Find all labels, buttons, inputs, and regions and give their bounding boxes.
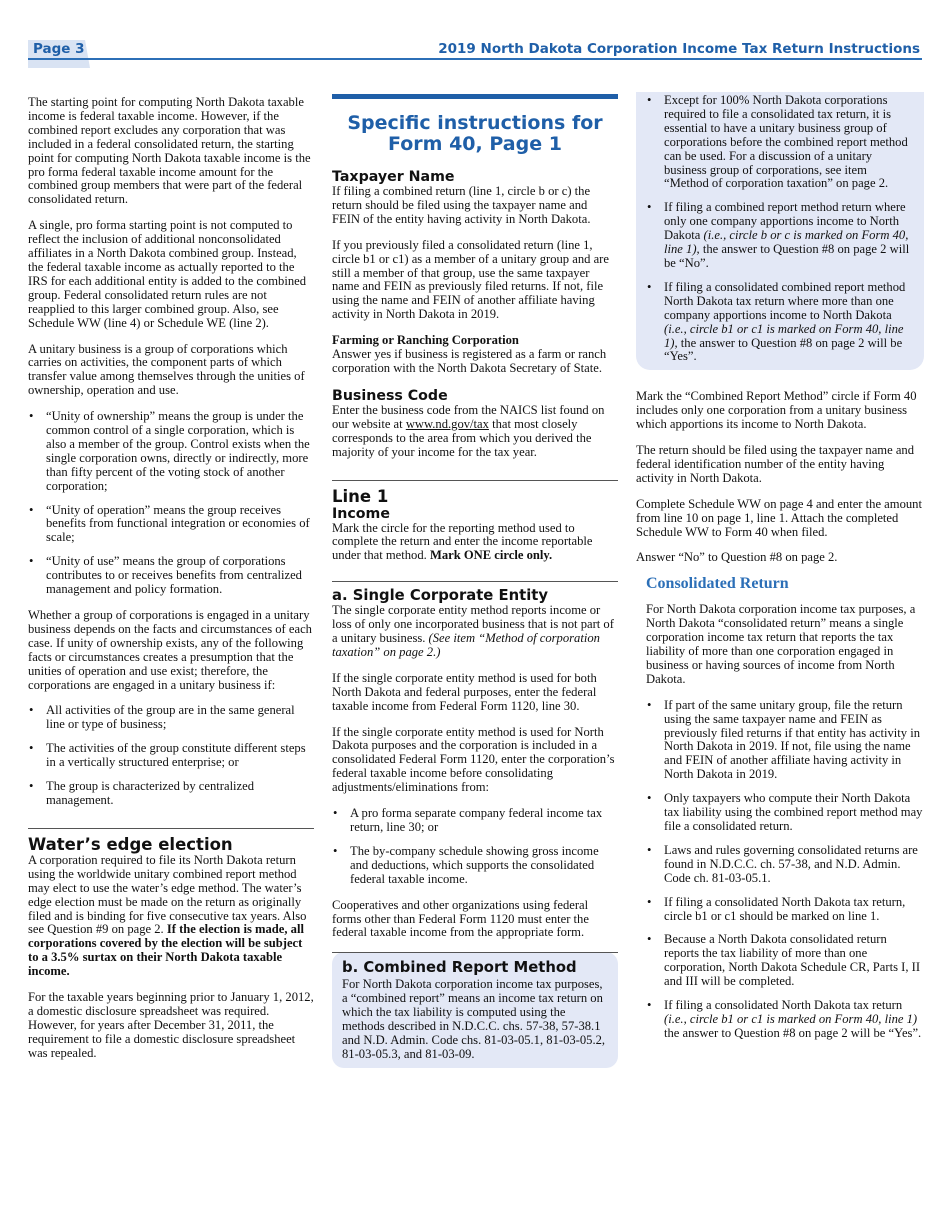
list-item: • A pro forma separate company federal income tax return, line 30; or xyxy=(332,807,618,835)
column-middle xyxy=(332,94,618,1068)
paragraph: Whether a group of corporations is engaged in a unitary business depends on the facts and circumstances of each case. If unity of ownership exists, any of the following facts or circumstances creates a presumption that the unities of operation and use exist; therefore, the corporations are engaged in a unitary business if: xyxy=(28,608,312,692)
section-rule xyxy=(332,480,618,481)
paragraph: For the taxable years beginning prior to January 1, 2012, a domestic disclosure spreadsheet was required. However, for years after December 31, 2011, the requirement to file a domestic disclosure spreadsheet was repealed. xyxy=(28,990,314,1060)
list-item-text: the answer to Question #8 on page 2 will be “No”. xyxy=(664,242,910,270)
line1-bold-note: Mark ONE circle only. xyxy=(429,548,553,563)
list-item-text: If filing a consolidated combined report method North Dakota tax return where more than one company apportions income to North Dakota xyxy=(664,279,906,322)
list-item xyxy=(646,999,924,1041)
combined-report-box xyxy=(332,952,618,1067)
paragraph: For North Dakota corporation income tax purposes, a “combined report” means an income tax return on which the tax liability is computed using the methods described in N.D.C.C. chs. 57-38, 57-38.1 and N.D. Admin. Code chs. 81-03-05.1, 81-03-05.2, 81-03-05.3, and 81-03-09. xyxy=(342,977,606,1061)
list-item: • The activities of the group constitute different steps in a vertically structured enterprise; or xyxy=(28,742,314,770)
list-item: • “Unity of ownership” means the group is under the common control of a single corporation, which is also a member of the group. Control exists when the single corporation owns, directly or indirectly, more than fifty percent of the voting stock of another corporation; xyxy=(28,410,314,493)
paragraph: For North Dakota corporation income tax purposes, a North Dakota “consolidated return” means a single corporation income tax return that reports the tax liability of more than one corporation engaged in business or having sources of income from North Dakota. xyxy=(646,602,916,686)
combined-report-list xyxy=(646,94,914,364)
paragraph: Complete Schedule WW on page 4 and enter the amount from line 10 on page 1, line 1. Attach the completed Schedule WW to Form 40 when filed. xyxy=(636,496,922,539)
taxpayer-name-heading: Taxpayer Name xyxy=(332,169,455,185)
consolidated-return-list xyxy=(646,699,924,1041)
paragraph: Mark the “Combined Report Method” circle if Form 40 includes only one corporation from a unitary business which apportions its income to North Dakota. xyxy=(636,389,917,432)
combined-report-continued-box xyxy=(636,92,924,370)
single-entity-note: (See item “Method of corporation taxation” on page 2.) xyxy=(332,631,600,659)
business-code-heading: Business Code xyxy=(332,387,448,404)
paragraph: The return should be filed using the taxpayer name and federal identification number of the entity having activity in North Dakota. xyxy=(636,443,915,485)
nd-tax-website-link[interactable]: www.nd.gov/tax xyxy=(405,416,489,431)
list-item-text: the answer to Question #8 on page 2 will be “Yes”. xyxy=(664,335,903,364)
paragraph xyxy=(332,522,618,564)
column-left xyxy=(28,96,314,1073)
page-number: Page 3 xyxy=(33,41,85,57)
list-item-text: If filing a consolidated North Dakota tax return xyxy=(664,998,903,1013)
paragraph: Cooperatives and other organizations using federal forms other than Federal Form 1120 must enter the federal taxable income from the appropriate form. xyxy=(332,897,589,940)
list-item-note: (i.e., circle b1 or c1 is marked on Form 40, line 1), xyxy=(664,321,904,350)
business-code-text: Enter the business code from the NAICS list found on our website at xyxy=(332,402,605,431)
paragraph: If the single corporate entity method is used for North Dakota purposes and the corporation is included in a consolidated Federal Form 1120, enter the corporation’s federal taxable income before consolidating adjustments/eliminations from: xyxy=(332,724,615,795)
header-rule xyxy=(28,58,922,60)
paragraph xyxy=(332,404,618,460)
list-item: • If filing a consolidated North Dakota tax return, circle b1 or c1 should be marked on line 1. xyxy=(646,896,924,924)
business-code-text: that most closely corresponds to the area from which you derived the majority of your income for the tax year. xyxy=(332,416,592,459)
list-item: • If part of the same unitary group, file the return using the same taxpayer name and FEIN as previously filed returns if that entity has activity in North Dakota in 2019. If not, file using the name and FEIN of another affiliate having activity in North Dakota in 2019. xyxy=(646,699,924,782)
list-item-text: Except for 100% North Dakota corporations required to file a consolidated tax return, it is essential to have a unitary business group of corporations before the combined report method can be used. For a discussion of a unitary business group of corporations, see item “Method of corporation taxation” on page 2. xyxy=(664,93,908,191)
list-item: • “Unity of use” means the group of corporations contributes to or receives benefits from centralized management and policy formation. xyxy=(28,555,314,597)
water-edge-text: A corporation required to file its North Dakota return using the worldwide unitary combined report method may elect to use the water’s edge method. The water’s edge election must be made on the return as originally filed and is binding for five consecutive tax years. Also see Question #9 on page 2. xyxy=(28,852,307,937)
list-item: • All activities of the group are in the same general line or type of business; xyxy=(28,704,314,732)
unities-list xyxy=(28,410,314,597)
single-entity-list xyxy=(332,807,618,887)
paragraph xyxy=(28,854,314,979)
section-rule xyxy=(28,828,314,829)
list-item: • The by-company schedule showing gross income and deductions, which supports the consolidated federal taxable income. xyxy=(332,845,618,887)
specific-instructions-title: Specific instructions for Form 40, Page 1 xyxy=(347,112,603,155)
income-heading: Income xyxy=(332,505,390,522)
single-entity-heading: a. Single Corporate Entity xyxy=(332,587,548,605)
paragraph: If filing a combined return (line 1, circle b or c) the return should be filed using the taxpayer name and FEIN of the entity having activity in North Dakota. xyxy=(332,184,591,226)
line1-text: Mark the circle for the reporting method used to complete the return and enter the income reportable under that method. xyxy=(332,520,593,563)
paragraph xyxy=(332,604,618,660)
paragraph: The starting point for computing North Dakota taxable income is federal taxable income. However, if the combined report excludes any corporation that was included in a federal consolidated return, the starting point for computing North Dakota taxable income is the pro forma federal taxable income amount for the combined group members that were part of the federal consolidated return. xyxy=(28,95,311,207)
list-item: • Laws and rules governing consolidated returns are found in N.D.C.C. ch. 57-38, and N.D. Admin. Code ch. 81-03-05.1. xyxy=(646,844,924,886)
paragraph: If the single corporate entity method is used for both North Dakota and federal purposes, enter the federal taxable income from Federal Form 1120, line 30. xyxy=(332,670,597,713)
consolidated-return-heading: Consolidated Return xyxy=(646,575,789,593)
list-item xyxy=(646,201,914,271)
list-item: • “Unity of operation” means the group receives benefits from functional integration or economies of scale; xyxy=(28,504,314,546)
paragraph: Answer “No” to Question #8 on page 2. xyxy=(636,550,838,565)
list-item xyxy=(646,94,914,191)
title-rule xyxy=(332,94,618,99)
water-edge-surtax-note: If the election is made, all corporations covered by the election will be subject to a 3.5% surtax on their North Dakota taxable income. xyxy=(28,922,304,979)
document-title: 2019 North Dakota Corporation Income Tax Return Instructions xyxy=(438,41,920,57)
water-edge-heading: Water’s edge election xyxy=(28,834,233,854)
facts-list xyxy=(28,704,314,807)
paragraph: A unitary business is a group of corporations which carries on activities, the component parts of which transfer value among themselves through the unities of ownership, operation and use. xyxy=(28,341,305,398)
list-item xyxy=(646,281,914,364)
list-item: • Because a North Dakota consolidated return reports the tax liability of more than one corporation, North Dakota Schedule CR, Parts I, II and III will be completed. xyxy=(646,933,924,989)
column-right xyxy=(636,93,924,1053)
line1-heading: Line 1 xyxy=(332,486,389,506)
section-rule xyxy=(332,581,618,582)
list-item-text: the answer to Question #8 on page 2 will be “Yes”. xyxy=(664,1025,922,1040)
list-item: • The group is characterized by centralized management. xyxy=(28,780,314,808)
paragraph: If you previously filed a consolidated return (line 1, circle b1 or c1) as a member of a unitary group and are still a member of that group, use the same taxpayer name and FEIN as previously filed returns. If not, file using the name and FEIN of another affiliate having activity in North Dakota in 2019. xyxy=(332,237,609,322)
consolidated-return-section xyxy=(646,603,924,1040)
single-entity-text: The single corporate entity method reports income or loss of only one incorporated business that is not part of a unitary business. xyxy=(332,603,614,646)
farming-heading: Farming or Ranching Corporation xyxy=(332,333,519,348)
list-item: • Only taxpayers who compute their North Dakota tax liability using the combined report method may file a consolidated return. xyxy=(646,792,924,834)
combined-report-heading: b. Combined Report Method xyxy=(342,959,577,977)
paragraph: Answer yes if business is registered as a farm or ranch corporation with the North Dakota Secretary of State. xyxy=(332,347,607,375)
paragraph: A single, pro forma starting point is not computed to reflect the inclusion of additional nonconsolidated affiliates in a North Dakota combined group. Instead, the federal taxable income as actually reported to the IRS for each additional entity is added to the combined group. Federal consolidated return rules are not reapplied to this larger combined group. Also, see Schedule WW (line 4) or Schedule WE (line 2). xyxy=(28,218,307,330)
list-item-note: (i.e., circle b or c is marked on Form 40, line 1), xyxy=(664,228,909,257)
list-item-text: If filing a combined report method return where only one company apportions income to North Dakota xyxy=(664,200,906,243)
list-item-note: (i.e., circle b1 or c1 is marked on Form 40, line 1) xyxy=(664,1011,918,1026)
